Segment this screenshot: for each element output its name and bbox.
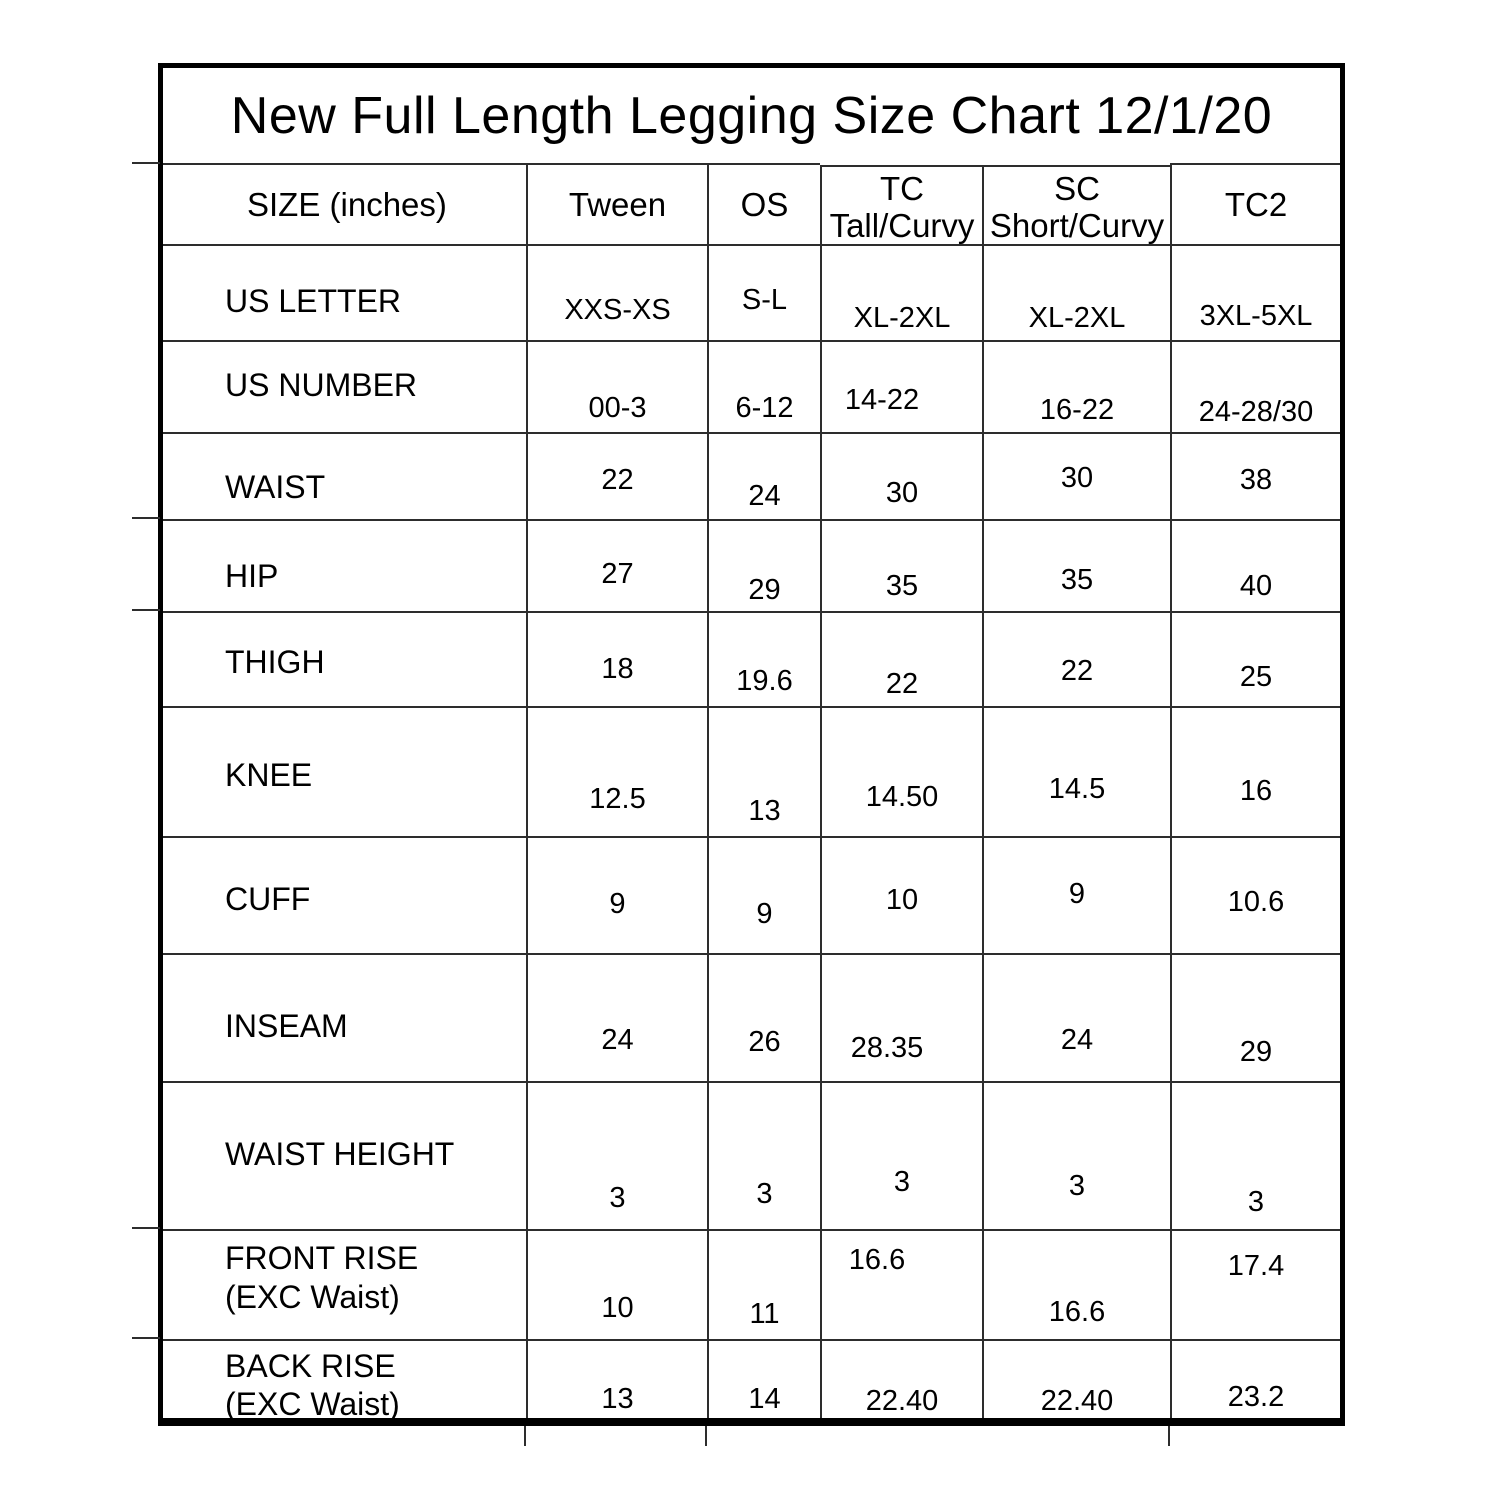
table-cell <box>707 432 820 519</box>
cell-value: 3 <box>609 1182 626 1214</box>
header-label: OS <box>740 186 789 223</box>
row-label-thigh <box>163 611 526 706</box>
cell-value: XL-2XL <box>853 302 951 334</box>
cell-value: 12.5 <box>589 783 646 815</box>
cell-value: 24-28/30 <box>1198 396 1314 428</box>
header-cell-tc2 <box>1170 163 1340 244</box>
table-cell <box>982 1081 1170 1229</box>
cell-value: 22.40 <box>865 1385 939 1417</box>
cell-value: 29 <box>748 574 781 606</box>
column-line-stub <box>705 1426 707 1446</box>
row-line-extension <box>132 517 160 519</box>
size-chart-grid <box>163 68 1340 1422</box>
row-label-hip <box>163 519 526 611</box>
cell-value: 23.2 <box>1227 1381 1285 1413</box>
table-cell <box>526 244 707 340</box>
cell-value: 19.6 <box>736 665 793 697</box>
row-label-text: US NUMBER <box>225 367 418 403</box>
row-line-extension <box>132 1227 160 1229</box>
cell-value: 9 <box>756 898 773 930</box>
cell-value: 14.50 <box>865 781 939 813</box>
header-label: Tween <box>568 186 667 223</box>
table-cell <box>820 706 982 836</box>
header-cell-size <box>163 163 526 244</box>
table-cell <box>820 953 982 1081</box>
row-label-front-rise <box>163 1229 526 1339</box>
table-cell <box>526 611 707 706</box>
header-label: SC <box>1054 169 1100 207</box>
table-cell <box>820 340 982 432</box>
table-cell <box>1170 1081 1340 1229</box>
table-cell <box>526 432 707 519</box>
cell-value: 35 <box>1060 564 1094 596</box>
cell-value: 24 <box>1060 1024 1094 1056</box>
cell-value: 22 <box>1060 655 1094 687</box>
row-line-extension <box>132 1337 160 1339</box>
table-cell <box>820 1229 982 1339</box>
cell-value: 00-3 <box>588 392 647 424</box>
cell-value: 18 <box>601 653 634 685</box>
row-line-extension <box>132 609 160 611</box>
cell-value: 35 <box>885 570 919 602</box>
table-cell <box>707 1081 820 1229</box>
row-label-us-letter <box>163 244 526 340</box>
table-cell <box>526 953 707 1081</box>
table-cell <box>982 1339 1170 1418</box>
table-cell <box>1170 953 1340 1081</box>
header-sublabel: Short/Curvy <box>989 206 1165 244</box>
row-label-us-number <box>163 340 526 432</box>
table-cell <box>707 1339 820 1418</box>
row-label-text: HIP <box>225 558 279 594</box>
table-cell <box>982 1229 1170 1339</box>
table-cell <box>820 244 982 340</box>
table-cell <box>982 244 1170 340</box>
table-cell <box>820 836 982 953</box>
cell-value: 30 <box>885 477 919 509</box>
cell-value: 27 <box>601 558 634 590</box>
cell-value: 24 <box>601 1024 634 1056</box>
table-cell <box>820 432 982 519</box>
row-label-text: US LETTER <box>225 283 402 319</box>
row-label-waist-height <box>163 1081 526 1229</box>
cell-value: 38 <box>1239 464 1273 496</box>
table-cell <box>707 244 820 340</box>
row-label-text: WAIST <box>225 469 326 505</box>
cell-value: 13 <box>601 1383 634 1415</box>
row-label-text: THIGH <box>225 644 325 680</box>
table-cell <box>982 519 1170 611</box>
table-cell <box>982 836 1170 953</box>
cell-value: 16.6 <box>1048 1296 1106 1328</box>
table-cell <box>526 706 707 836</box>
table-cell <box>1170 1229 1340 1339</box>
table-cell <box>820 1339 982 1418</box>
cell-value: 10.6 <box>1227 886 1285 918</box>
cell-value: 22 <box>601 464 634 496</box>
cell-value: 3 <box>893 1166 911 1198</box>
table-cell <box>707 340 820 432</box>
table-cell <box>707 706 820 836</box>
column-line-stub <box>1168 1426 1170 1446</box>
table-cell <box>982 340 1170 432</box>
cell-value: 3 <box>756 1178 773 1210</box>
table-cell <box>526 1339 707 1418</box>
table-cell <box>707 1229 820 1339</box>
cell-value: 24 <box>748 480 781 512</box>
row-label-inseam <box>163 953 526 1081</box>
cell-value: 25 <box>1239 661 1273 693</box>
header-sublabel: Tall/Curvy <box>829 206 975 244</box>
table-cell <box>820 519 982 611</box>
cell-value: 13 <box>748 795 781 827</box>
table-cell <box>526 519 707 611</box>
table-cell <box>526 340 707 432</box>
cell-value: 9 <box>1068 878 1086 910</box>
table-cell <box>707 836 820 953</box>
row-label-cuff <box>163 836 526 953</box>
header-label: SIZE (inches) <box>247 186 447 223</box>
row-label-text: FRONT RISE <box>225 1240 419 1276</box>
table-cell <box>1170 340 1340 432</box>
header-label: TC2 <box>1224 186 1288 223</box>
cell-value: 3XL-5XL <box>1199 300 1313 332</box>
table-cell <box>1170 706 1340 836</box>
cell-value: 16.6 <box>848 1244 906 1276</box>
cell-value: 3 <box>1247 1186 1265 1218</box>
cell-value: 30 <box>1060 462 1094 494</box>
cell-value: XL-2XL <box>1028 302 1126 334</box>
page-title: New Full Length Legging Size Chart 12/1/20 <box>230 86 1273 145</box>
table-cell <box>526 1081 707 1229</box>
table-cell <box>1170 836 1340 953</box>
cell-value: 16-22 <box>1039 394 1115 426</box>
cell-value: S-L <box>741 284 788 316</box>
table-cell <box>982 953 1170 1081</box>
row-label-back-rise <box>163 1339 526 1422</box>
cell-value: 14.5 <box>1048 773 1106 805</box>
table-cell <box>820 1081 982 1229</box>
cell-value: 3 <box>1068 1170 1086 1202</box>
cell-value: 22.40 <box>1040 1385 1114 1417</box>
row-label-subtext: (EXC Waist) <box>225 1386 400 1422</box>
row-label-text: CUFF <box>225 881 311 917</box>
cell-value: 28.35 <box>850 1032 924 1064</box>
row-label-knee <box>163 706 526 836</box>
table-cell <box>982 432 1170 519</box>
table-cell <box>982 706 1170 836</box>
table-cell <box>526 836 707 953</box>
row-label-text: KNEE <box>225 757 313 793</box>
column-line-stub <box>524 1426 526 1446</box>
table-cell <box>1170 611 1340 706</box>
table-cell <box>707 519 820 611</box>
table-cell <box>707 953 820 1081</box>
table-cell <box>982 611 1170 706</box>
cell-value: 10 <box>601 1292 634 1324</box>
cell-value: 6-12 <box>735 392 794 424</box>
cell-value: 11 <box>749 1298 780 1330</box>
row-label-text: BACK RISE <box>225 1348 396 1384</box>
cell-value: XXS-XS <box>564 294 671 326</box>
table-cell <box>707 611 820 706</box>
row-label-text: WAIST HEIGHT <box>225 1136 455 1172</box>
row-label-waist <box>163 432 526 519</box>
cell-value: 10 <box>885 884 919 916</box>
cell-value: 40 <box>1239 570 1273 602</box>
table-cell <box>526 1229 707 1339</box>
header-cell-tween <box>526 163 707 244</box>
row-label-text: INSEAM <box>225 1008 348 1044</box>
cell-value: 14-22 <box>844 384 920 416</box>
row-line-extension <box>132 162 160 164</box>
header-cell-tc <box>820 165 982 246</box>
header-cell-sc <box>982 165 1170 246</box>
cell-value: 16 <box>1239 775 1273 807</box>
row-label-subtext: (EXC Waist) <box>225 1279 400 1315</box>
table-cell <box>1170 244 1340 340</box>
table-cell <box>1170 1339 1340 1418</box>
table-cell <box>1170 432 1340 519</box>
cell-value: 14 <box>748 1383 781 1415</box>
cell-value: 9 <box>609 888 626 920</box>
header-label: TC <box>880 169 924 207</box>
cell-value: 17.4 <box>1227 1250 1285 1282</box>
table-cell <box>1170 519 1340 611</box>
cell-value: 22 <box>885 668 919 700</box>
cell-value: 26 <box>748 1026 781 1058</box>
cell-value: 29 <box>1239 1036 1273 1068</box>
header-cell-os <box>707 163 820 244</box>
size-chart-table <box>158 63 1345 1426</box>
table-cell <box>820 611 982 706</box>
